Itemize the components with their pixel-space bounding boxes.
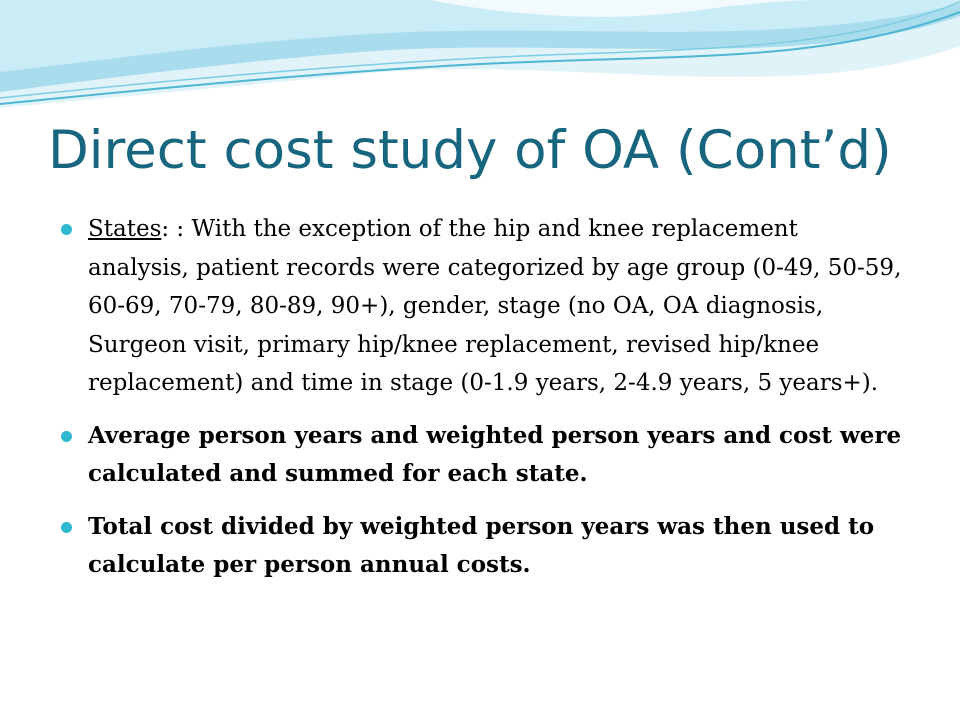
bullet-icon	[61, 522, 72, 533]
header-wave-decoration	[0, 0, 960, 120]
bullet-text	[88, 216, 901, 396]
bullet-text: Total cost divided by weighted person years was then used to calculate per person annual costs.	[88, 512, 875, 578]
bullet-item-average-person-years	[58, 417, 904, 494]
bullet-term: States	[88, 216, 162, 242]
bullet-icon	[61, 224, 72, 235]
bullet-text: Average person years and weighted person years and cost were calculated and summed for each state.	[88, 421, 902, 487]
bullet-item-states	[58, 210, 904, 403]
bullet-item-total-cost	[58, 508, 904, 585]
bullet-body: : : With the exception of the hip and knee replacement analysis, patient records were categorized by age group (0-49, 50-59, 60-69, 70-79, 80-89, 90+), gender, stage (no OA, OA diagnosis, Surgeon visit, primary hip/knee replacement, revised hip/knee replacement) and time in stage (0-1.9 years, 2-4.9 years, 5 years+).	[88, 216, 902, 396]
bullet-icon	[61, 431, 72, 442]
slide-title: Direct cost study of OA (Cont’d)	[48, 120, 892, 181]
bullet-list	[58, 210, 904, 599]
